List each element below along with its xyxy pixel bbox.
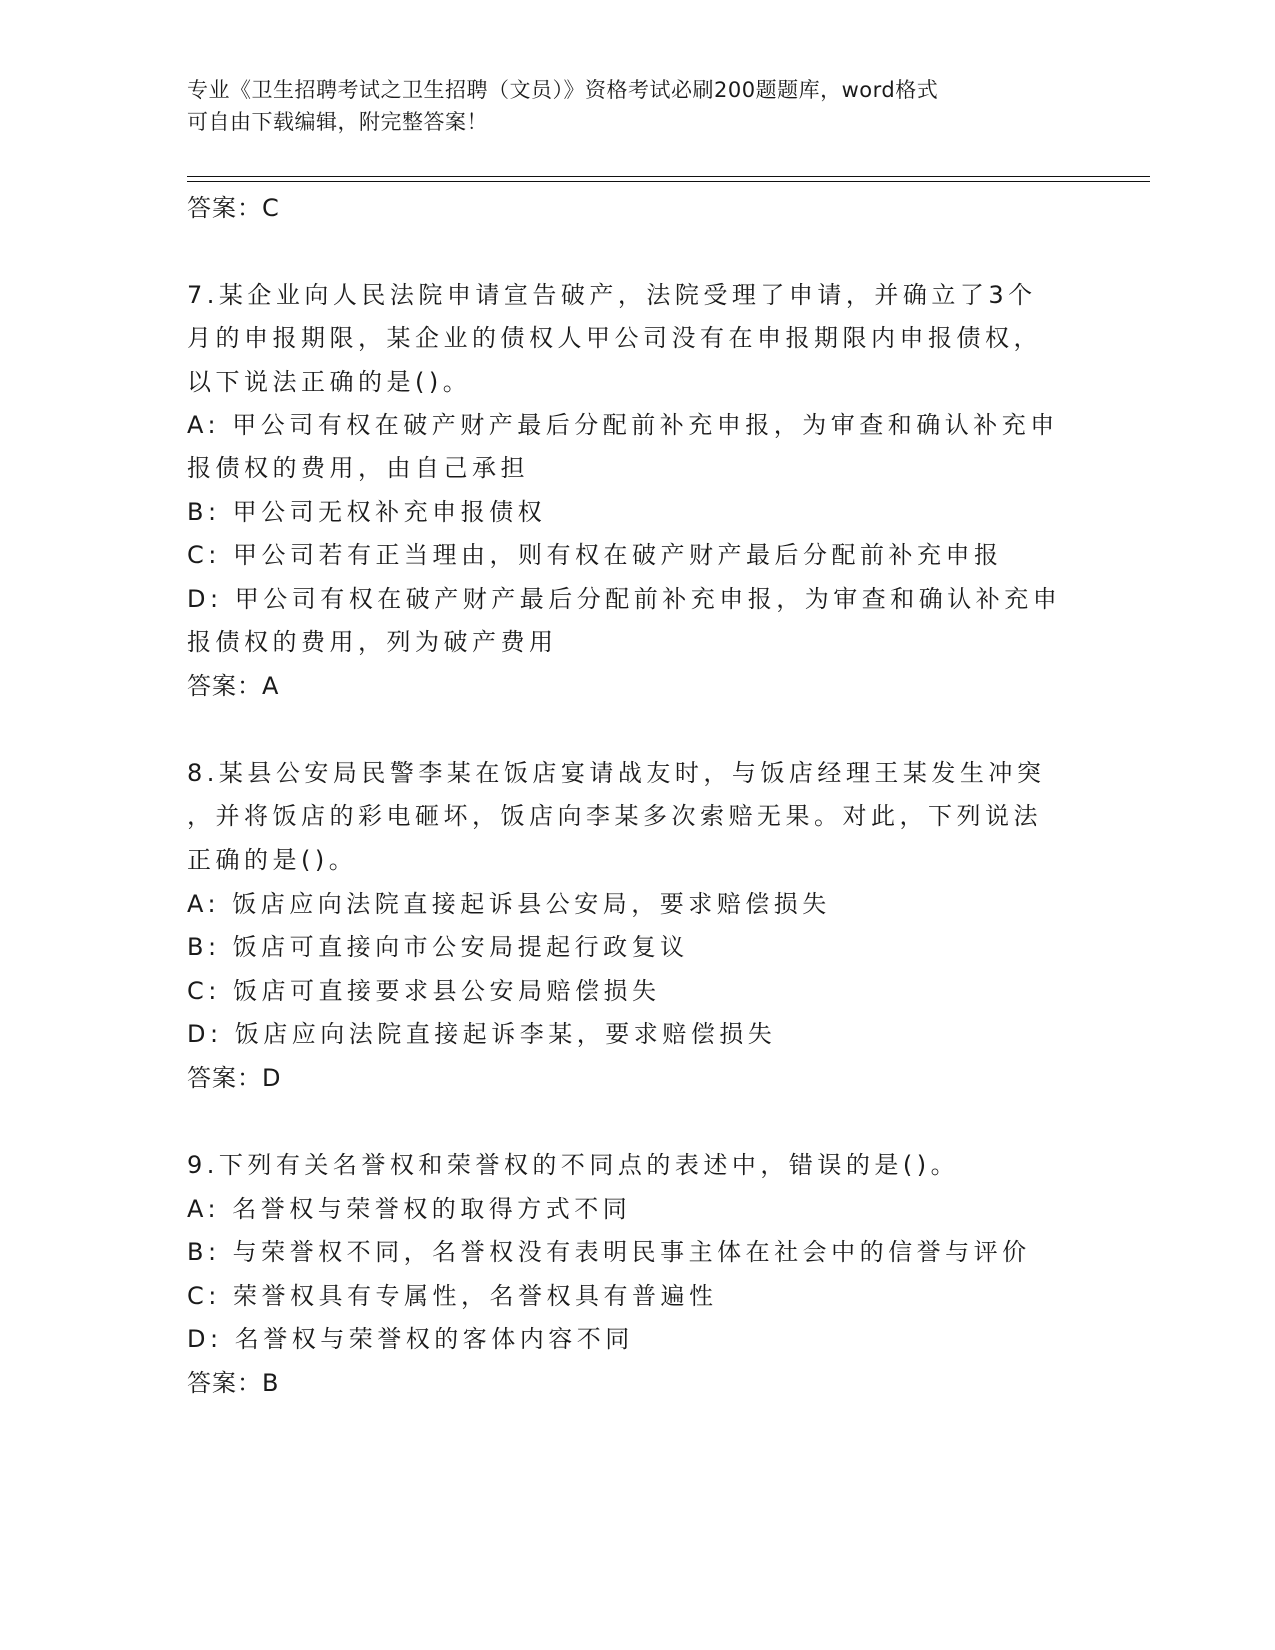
answer-label: 答案：C xyxy=(187,194,280,222)
question-7-option-d-cont: 报债权的费用，列为破产费用 xyxy=(187,628,558,656)
question-9-option-d: D: 名誉权与荣誉权的客体内容不同 xyxy=(187,1325,634,1353)
question-9-stem-line-1: 9.下列有关名誉权和荣誉权的不同点的表述中，错误的是()。 xyxy=(187,1151,960,1179)
question-9-answer: 答案：B xyxy=(187,1369,280,1397)
question-9-option-b: B: 与荣誉权不同，名誉权没有表明民事主体在社会中的信誉与评价 xyxy=(187,1238,1031,1266)
question-7-stem-line-3: 以下说法正确的是()。 xyxy=(187,368,472,396)
question-7-stem-line-1: 7.某企业向人民法院申请宣告破产，法院受理了申请，并确立了3个 xyxy=(187,281,1037,309)
question-7-option-b: B: 甲公司无权补充申报债权 xyxy=(187,498,547,526)
question-7-stem-line-2: 月的申报期限，某企业的债权人甲公司没有在申报期限内申报债权， xyxy=(187,324,1042,352)
question-7-option-a-cont: 报债权的费用，由自己承担 xyxy=(187,454,529,482)
question-8-option-b: B: 饭店可直接向市公安局提起行政复议 xyxy=(187,933,689,961)
question-8-option-a: A: 饭店应向法院直接起诉县公安局，要求赔偿损失 xyxy=(187,890,831,918)
question-8-answer: 答案：D xyxy=(187,1064,282,1092)
question-8-stem-line-1: 8.某县公安局民警李某在饭店宴请战友时，与饭店经理王某发生冲突 xyxy=(187,759,1046,787)
header-line-1: 专业《卫生招聘考试之卫生招聘（文员）》资格考试必刷200题题库，word格式 xyxy=(187,78,939,102)
question-8-stem-line-3: 正确的是()。 xyxy=(187,846,358,874)
question-8-option-c: C: 饭店可直接要求县公安局赔偿损失 xyxy=(187,977,661,1005)
question-8-stem-line-2: ，并将饭店的彩电砸坏，饭店向李某多次索赔无果。对此，下列说法 xyxy=(187,802,1042,830)
question-7-option-d: D: 甲公司有权在破产财产最后分配前补充申报，为审查和确认补充申 xyxy=(187,585,1062,613)
document-header xyxy=(187,74,1067,138)
header-divider xyxy=(187,176,1150,177)
header-line-2: 可自由下载编辑，附完整答案！ xyxy=(187,110,488,134)
question-8-option-d: D: 饭店应向法院直接起诉李某，要求赔偿损失 xyxy=(187,1020,777,1048)
question-7-answer: 答案：A xyxy=(187,672,280,700)
header-divider-secondary xyxy=(187,181,1150,182)
question-9-option-c: C: 荣誉权具有专属性，名誉权具有普遍性 xyxy=(187,1282,718,1310)
question-7-option-c: C: 甲公司若有正当理由，则有权在破产财产最后分配前补充申报 xyxy=(187,541,1003,569)
question-9-option-a: A: 名誉权与荣誉权的取得方式不同 xyxy=(187,1195,632,1223)
question-7-option-a: A: 甲公司有权在破产财产最后分配前补充申报，为审查和确认补充申 xyxy=(187,411,1059,439)
